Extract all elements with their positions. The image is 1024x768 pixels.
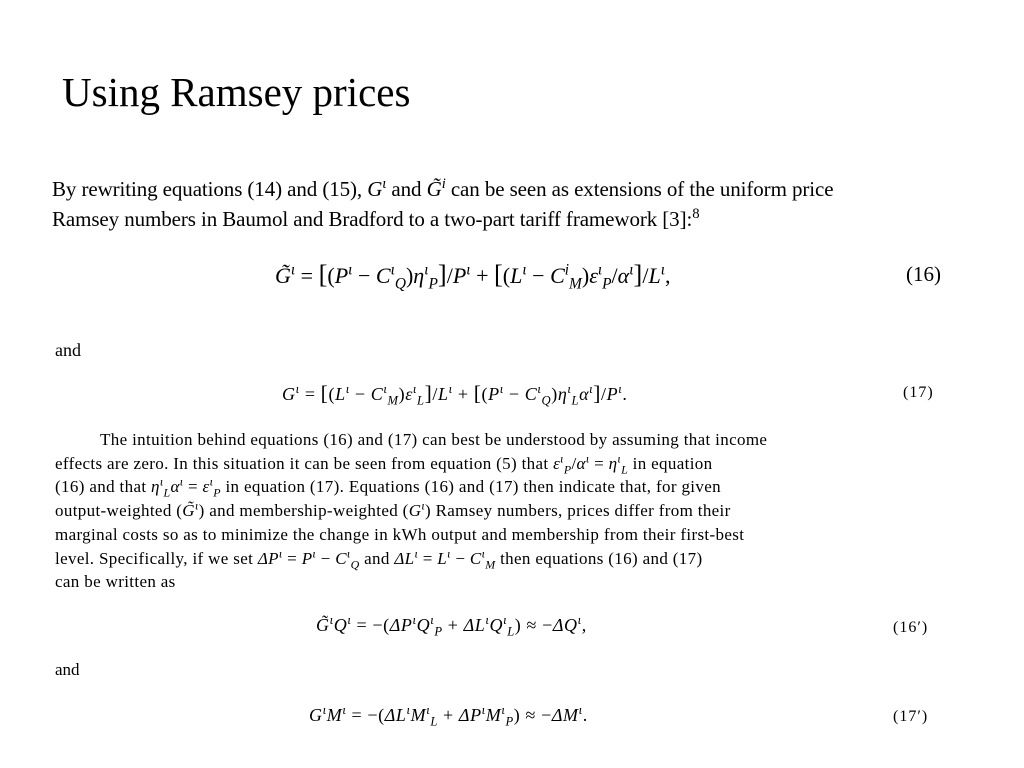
- intuition-text: ) and membership-weighted (: [198, 501, 409, 521]
- and-text-2: and: [55, 660, 80, 679]
- intuition-line: level. Specifically, if we set $\Delta P^\iota = P^\iota - C^\iota_Q$ and $\Delta L^\iota = L^\iota - C^\iota_M$ then equations (16) and (17): [55, 545, 703, 571]
- equation-17: $G^\iota = [(L^\iota - C^\iota_M)\varepsilon^\iota_L]/L^\iota + [(P^\iota - C^\iota_Q)\eta^\iota_L\alpha^\iota]/P^\iota$.: [282, 381, 628, 408]
- intuition-line: marginal costs so as to minimize the change in kWh output and membership from their first-best: [55, 524, 745, 544]
- intro-text: can be seen as extensions of the uniform price: [445, 177, 834, 201]
- equation-16-label: (16): [906, 262, 941, 286]
- slide-title: Using Ramsey prices: [62, 69, 411, 115]
- intuition-text: and: [359, 548, 395, 568]
- equation-16-prime-label: (16′): [893, 619, 929, 636]
- intuition-text: ) Ramsey numbers, prices differ from their: [424, 501, 731, 521]
- intuition-line: output-weighted (G̃$^\iota$) and membership-weighted $(G^\iota)$ Ramsey numbers, prices differ from their: [55, 498, 731, 521]
- equation-17-prime: $G^\iota M^\iota = -(\Delta L^\iota M^\iota_L + \Delta P^\iota M^\iota_P) \approx -\Delta M^\iota$.: [309, 703, 588, 729]
- intuition-text: (16) and that: [55, 477, 152, 497]
- intuition-text: in equation: [628, 453, 713, 473]
- intuition-text: effects are zero. In this situation it can be seen from equation (5) that: [55, 453, 554, 473]
- intuition-line: The intuition behind equations (16) and (17) can best be understood by assuming that income: [100, 430, 768, 449]
- intro-line-2: [52, 204, 944, 234]
- equation-16: G̃$^\iota$ = $[(P^\iota - C^\iota_Q)\eta^\iota_P]/P^\iota + [(L^\iota - C^i_M)\varepsilon^\iota_P/\alpha^\iota]/L^\iota$,: [275, 259, 671, 293]
- intuition-text: then equations (16) and (17): [495, 548, 703, 568]
- intro-line-1: By rewriting equations (14) and (15), $G^\iota$ and G̃$^i$ can be seen as extensions of the uniform price: [52, 176, 834, 201]
- intro-text: Ramsey numbers in Baumol and Bradford to a two-part tariff framework [3]:: [52, 207, 693, 231]
- intuition-line: effects are zero. In this situation it can be seen from equation (5) that $\varepsilon^\iota_P/\alpha^\iota = \eta^\iota_L$ in equation: [55, 451, 713, 477]
- footnote-marker: 8: [692, 206, 700, 222]
- intro-text: and: [386, 177, 427, 201]
- and-text-1: and: [55, 340, 81, 360]
- intro-text: By rewriting equations (14) and (15),: [52, 177, 368, 201]
- intro-paragraph: [52, 174, 944, 234]
- intuition-line: (16) and that $\eta^\iota_L\alpha^\iota = \varepsilon^\iota_P$ in equation (17). Equations (16) and (17) then indicate that, for given: [55, 474, 721, 500]
- intuition-line: can be written as: [55, 572, 176, 592]
- equation-17-label: (17): [903, 384, 934, 401]
- equation-17-prime-label: (17′): [893, 708, 929, 725]
- intuition-text: in equation (17). Equations (16) and (17) then indicate that, for given: [220, 477, 721, 497]
- intuition-text: level. Specifically, if we set: [55, 548, 258, 568]
- intuition-paragraph: [55, 428, 939, 594]
- equation-16-prime: $G̃^\iota Q^\iota = -(\Delta P^\iota Q^\iota_P + \Delta L^\iota Q^\iota_L) \approx -\Delta Q^\iota$,: [316, 613, 587, 639]
- intuition-text: output-weighted (: [55, 501, 183, 521]
